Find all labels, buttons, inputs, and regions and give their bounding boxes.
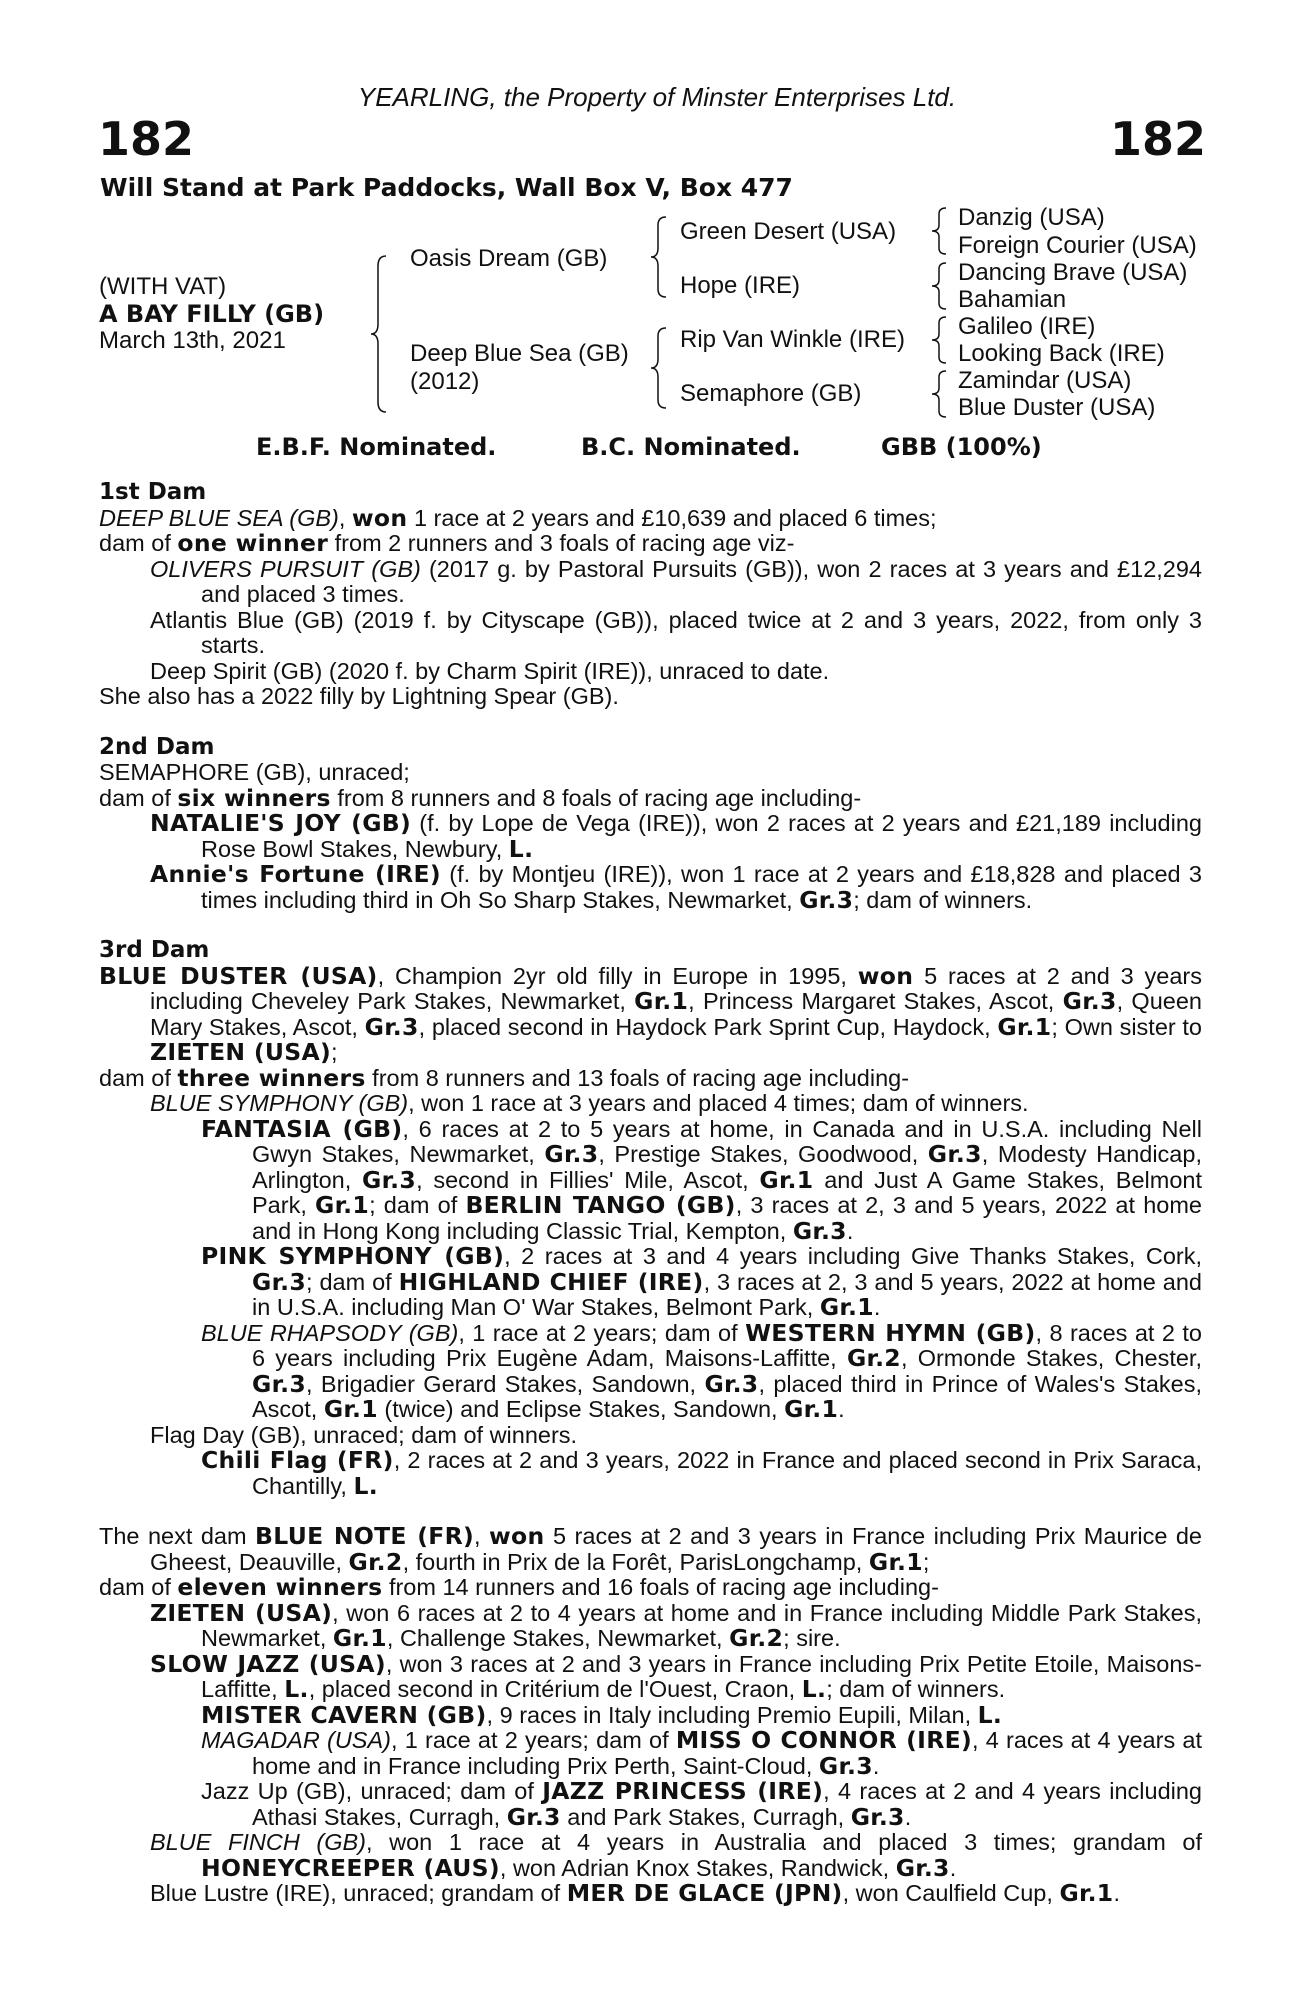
race-grade: Gr.1: [819, 1293, 874, 1321]
produce-entry: Flag Day (GB), unraced; dam of winners.: [150, 1421, 578, 1448]
text-run: , placed second in Critérium de l'Ouest, Craon,: [308, 1676, 802, 1702]
race-grade: Gr.1: [997, 1012, 1052, 1041]
produce-entry: [99, 557, 1202, 608]
race-grade: Gr.1: [332, 1624, 387, 1652]
won-label: won: [489, 1522, 545, 1550]
race-grade: Gr.2: [729, 1624, 784, 1652]
text-run: , 4 races at 4 years at home and in France including Prix Perth, Saint-Cloud,: [252, 1727, 1202, 1779]
winner-count: eleven winners: [177, 1573, 383, 1601]
horse-name: Chili Flag (FR): [201, 1446, 394, 1474]
page-subtitle: YEARLING, the Property of Minster Enterprises Ltd.: [357, 82, 957, 112]
pedigree-g2: Foreign Courier (USA): [958, 232, 1197, 259]
race-grade: Gr.2: [348, 1547, 403, 1576]
pedigree-g1: Danzig (USA): [958, 204, 1105, 231]
text-run: ; dam of: [306, 1268, 399, 1295]
race-grade: Gr.3: [818, 1751, 873, 1780]
horse-name: WESTERN HYMN (GB): [745, 1318, 1036, 1347]
horse-name: BLUE SYMPHONY (GB): [150, 1090, 409, 1116]
pedigree-g5: Galileo (IRE): [958, 313, 1096, 340]
dam-name: DEEP BLUE SEA (GB): [99, 504, 339, 531]
produce-entry: [99, 1728, 1202, 1779]
winner-count: six winners: [177, 783, 331, 812]
text-run: , 1 race at 2 years; dam of: [391, 1727, 676, 1753]
horse-name: MISS O CONNOR (IRE): [675, 1726, 973, 1754]
produce-note: She also has a 2022 filly by Lightning Spear (GB).: [99, 683, 619, 709]
produce-entry: [99, 1649, 1202, 1703]
race-grade: L.: [801, 1675, 827, 1703]
second-dam-record: SEMAPHORE (GB), unraced;: [99, 759, 410, 785]
text-run: Jazz Up (GB), unraced; dam of: [201, 1778, 543, 1804]
horse-name: HIGHLAND CHIEF (IRE): [398, 1267, 704, 1296]
text-run: ; sire.: [783, 1625, 841, 1651]
race-grade: Gr.3: [252, 1369, 307, 1398]
text-run: , 3 races at 2, 3 and 5 years, 2022 at home and in Hong Kong including Classic Trial, Kempton,: [252, 1192, 1202, 1244]
horse-name: OLIVERS PURSUIT (GB): [150, 555, 421, 582]
text-run: dam of: [99, 1574, 178, 1600]
produce-entry: [99, 1700, 1202, 1729]
foaling-date: March 13th, 2021: [99, 327, 286, 354]
race-grade: Gr.3: [799, 885, 854, 914]
race-grade: Gr.3: [364, 1012, 419, 1041]
pedigree-sire-dam: Hope (IRE): [680, 272, 801, 299]
next-dam-record: [99, 1524, 1202, 1575]
text-run: , Brigadier Gerard Stakes, Sandown,: [306, 1370, 705, 1397]
pedigree-g7: Zamindar (USA): [958, 367, 1132, 394]
text-run: from 8 runners and 13 foals of racing age including-: [365, 1064, 910, 1091]
produce-entry: [99, 1448, 1202, 1499]
text-run: , placed third in Prince of Wales's Stakes, Ascot,: [252, 1370, 1202, 1422]
text-run: , 3 races at 2, 3 and 5 years, 2022 at home and in U.S.A. including Man O' War Stakes, Belmont Park,: [252, 1268, 1202, 1320]
first-dam-record: [99, 503, 1202, 532]
catalogue-body: [99, 480, 1202, 1907]
section-gap: [99, 710, 1202, 735]
text-run: , placed second in Haydock Park Sprint Cup, Haydock,: [418, 1013, 998, 1040]
horse-name: MISTER CAVERN (GB): [201, 1700, 487, 1729]
text-run: 1 race at 2 years and £10,639 and placed 6 times;: [407, 504, 937, 531]
text-run: (twice) and Eclipse Stakes, Sandown,: [377, 1396, 785, 1422]
pedigree-brace-dam: [648, 326, 670, 410]
text-run: , Princess Margaret Stakes, Ascot,: [688, 988, 1063, 1014]
produce-entry: [99, 1779, 1202, 1830]
text-run: dam of: [99, 1064, 178, 1091]
text-run: .: [949, 1854, 957, 1881]
text-run: and Just A Game Stakes, Belmont Park,: [252, 1166, 1202, 1218]
next-dam-produce-summary: [99, 1575, 1202, 1601]
text-run: (f. by Lope de Vega (IRE)), won 2 races at 2 years and £21,189 including Rose Bowl Stakes, Newbury,: [201, 810, 1202, 862]
lot-number-left: 182: [98, 112, 195, 166]
horse-name: PINK SYMPHONY (GB): [201, 1242, 505, 1270]
won-label: won: [351, 503, 408, 532]
race-grade: Gr.3: [895, 1853, 950, 1882]
text-run: .: [873, 1294, 881, 1320]
race-grade: Gr.1: [315, 1191, 370, 1219]
race-grade: Gr.1: [1059, 1879, 1114, 1907]
lot-title: A BAY FILLY (GB): [99, 300, 325, 328]
produce-entry: Deep Spirit (GB) (2020 f. by Charm Spirit (IRE)), unraced to date.: [150, 657, 830, 684]
pedigree-brace-g3: [928, 315, 950, 367]
text-run: , Queen Mary Stakes, Ascot,: [150, 988, 1202, 1040]
horse-name: ZIETEN (USA): [150, 1598, 333, 1627]
race-grade: Gr.1: [784, 1395, 839, 1423]
winner-count: three winners: [177, 1063, 366, 1092]
gbb-nomination: GBB (100%): [881, 433, 1042, 461]
text-run: ;: [331, 1039, 338, 1065]
text-run: from 2 runners and 3 foals of racing age viz-: [328, 530, 795, 556]
horse-name: BLUE FINCH (GB): [150, 1829, 366, 1855]
pedigree-brace-g4: [928, 369, 950, 421]
produce-entry: [99, 1881, 1202, 1907]
horse-name: BLUE RHAPSODY (GB): [201, 1319, 459, 1346]
pedigree-dam-dam: Semaphore (GB): [680, 380, 862, 407]
produce-entry: [99, 1598, 1203, 1652]
text-run: 5 races at 2 and 3 years in France including Prix Maurice de Gheest, Deauville,: [150, 1523, 1202, 1575]
text-run: .: [872, 1752, 880, 1779]
text-run: , 1 race at 2 years; dam of: [458, 1319, 746, 1346]
horse-name: MER DE GLACE (JPN): [566, 1879, 843, 1907]
text-run: , Ormonde Stakes, Chester,: [900, 1345, 1202, 1371]
race-grade: Gr.1: [868, 1547, 923, 1576]
text-run: , Modesty Handicap, Arlington,: [252, 1141, 1202, 1193]
horse-name: SLOW JAZZ (USA): [150, 1649, 386, 1678]
produce-entry: [99, 1244, 1202, 1321]
race-grade: Gr.3: [927, 1140, 982, 1168]
text-run: , 9 races in Italy including Premio Eupili, Milan,: [486, 1701, 978, 1728]
text-run: Blue Lustre (IRE), unraced; grandam of: [150, 1880, 567, 1906]
ebf-nomination: E.B.F. Nominated.: [256, 433, 497, 461]
text-run: The next dam: [99, 1523, 256, 1549]
text-run: (2017 g. by Pastoral Pursuits (GB)), won 2 races at 3 years and £12,294 and placed 3 times.: [201, 555, 1202, 607]
horse-name: HONEYCREEPER (AUS): [201, 1853, 500, 1882]
pedigree-dam: Deep Blue Sea (GB): [410, 340, 629, 367]
race-grade: Gr.3: [850, 1802, 905, 1831]
race-grade: Gr.3: [544, 1140, 599, 1168]
horse-name: Annie's Fortune (IRE): [150, 860, 441, 888]
pedigree-dam-sire: Rip Van Winkle (IRE): [680, 326, 905, 353]
text-run: ; dam of winners.: [826, 1676, 1006, 1702]
pedigree-g8: Blue Duster (USA): [958, 394, 1156, 421]
text-run: .: [1113, 1880, 1120, 1906]
pedigree-dam-year: (2012): [410, 368, 480, 395]
produce-entry: [99, 1830, 1202, 1881]
bc-nomination: B.C. Nominated.: [581, 433, 801, 461]
race-grade: Gr.1: [759, 1165, 814, 1194]
text-run: .: [838, 1396, 845, 1422]
third-dam-record: [99, 961, 1202, 1066]
text-run: from 8 runners and 8 foals of racing age including-: [330, 784, 862, 811]
text-run: , 8 races at 2 to 6 years including Prix Eugène Adam, Maisons-Laffitte,: [252, 1319, 1202, 1371]
pedigree-brace-main: [368, 254, 390, 414]
text-run: .: [846, 1217, 854, 1244]
produce-entry: [99, 862, 1202, 913]
third-dam-produce-summary: [99, 1063, 1202, 1092]
horse-name: ZIETEN (USA): [150, 1038, 332, 1066]
text-run: , 2 races at 2 and 3 years, 2022 in France and placed second in Prix Saraca, Chantilly,: [252, 1447, 1203, 1499]
race-grade: Gr.3: [704, 1369, 759, 1398]
race-grade: Gr.3: [1062, 987, 1117, 1015]
text-run: , Prestige Stakes, Goodwood,: [598, 1141, 928, 1167]
produce-entry: [99, 1318, 1202, 1423]
second-dam-produce-summary: [99, 783, 1202, 812]
second-dam-heading: 2nd Dam: [99, 733, 215, 760]
race-grade: L.: [508, 834, 534, 863]
horse-name: BLUE DUSTER (USA): [99, 961, 378, 990]
text-run: , 2 races at 3 and 4 years including Give Thanks Stakes, Cork,: [504, 1243, 1202, 1269]
section-gap: [99, 1499, 1202, 1524]
text-run: , won Adrian Knox Stakes, Randwick,: [499, 1854, 896, 1881]
produce-entry: [99, 1114, 1202, 1245]
pedigree-sire-sire: Green Desert (USA): [680, 218, 897, 245]
text-run: from 14 runners and 16 foals of racing age including-: [382, 1574, 939, 1600]
winner-count: one winner: [177, 529, 329, 557]
text-run: , won 6 races at 2 to 4 years at home and in France including Middle Park Stakes, Newmarket,: [201, 1599, 1203, 1651]
text-run: , Champion 2yr old filly in Europe in 1995,: [377, 962, 858, 989]
text-run: 5 races at 2 and 3 years including Cheveley Park Stakes, Newmarket,: [150, 962, 1202, 1014]
won-label: won: [857, 961, 914, 990]
produce-entry: Atlantis Blue (GB) (2019 f. by Cityscape (GB)), placed twice at 2 and 3 years, 2022, from only 3 starts.: [150, 606, 1202, 658]
pedigree-brace-g2: [928, 261, 950, 313]
text-run: dam of: [99, 530, 178, 556]
text-run: , 4 races at 2 and 4 years including Athasi Stakes, Curragh,: [252, 1778, 1202, 1830]
produce-entry: [99, 1091, 1202, 1117]
text-run: .: [904, 1803, 912, 1830]
text-run: , won 1 race at 3 years and placed 4 times; dam of winners.: [408, 1090, 1029, 1116]
race-grade: L.: [284, 1675, 309, 1703]
pedigree-brace-g1: [928, 206, 950, 258]
text-run: (f. by Montjeu (IRE)), won 1 race at 2 years and £18,828 and placed 3 times including third in Oh So Sharp Stakes, Newmarket,: [201, 861, 1202, 913]
vat-note: (WITH VAT): [99, 273, 227, 300]
horse-name: NATALIE'S JOY (GB): [150, 809, 412, 837]
text-run: , Challenge Stakes, Newmarket,: [386, 1625, 730, 1651]
text-run: ; dam of winners.: [853, 886, 1033, 913]
horse-name: MAGADAR (USA): [201, 1727, 391, 1753]
race-grade: L.: [977, 1700, 1003, 1729]
horse-name: BLUE NOTE (FR): [255, 1522, 475, 1550]
first-dam-heading: 1st Dam: [99, 479, 207, 505]
race-grade: Gr.3: [792, 1216, 847, 1245]
lot-number-right: 182: [1109, 112, 1206, 166]
horse-name: FANTASIA (GB): [201, 1114, 403, 1143]
pedigree-g6: Looking Back (IRE): [958, 340, 1165, 367]
text-run: dam of: [99, 784, 178, 811]
race-grade: L.: [353, 1471, 378, 1500]
race-grade: Gr.3: [506, 1802, 561, 1831]
text-run: , second in Fillies' Mile, Ascot,: [416, 1166, 760, 1193]
text-run: , won 1 race at 4 years in Australia and placed 3 times; grandam of: [366, 1829, 1202, 1855]
section-gap: [99, 913, 1202, 938]
text-run: ; dam of: [369, 1192, 466, 1218]
text-run: ;: [922, 1548, 930, 1575]
third-dam-heading: 3rd Dam: [99, 937, 210, 963]
text-run: , won 3 races at 2 and 3 years in France including Prix Petite Etoile, Maisons-Laffitte,: [201, 1650, 1202, 1702]
text-run: ; Own sister to: [1051, 1013, 1202, 1040]
text-run: , won Caulfield Cup,: [842, 1880, 1060, 1906]
stand-location: Will Stand at Park Paddocks, Wall Box V, Box 477: [100, 173, 793, 202]
produce-entry: [99, 811, 1202, 862]
text-run: and Park Stakes, Curragh,: [560, 1803, 851, 1830]
pedigree-g3: Dancing Brave (USA): [958, 259, 1188, 286]
race-grade: Gr.1: [634, 987, 689, 1015]
pedigree-g4: Bahamian: [958, 286, 1067, 313]
pedigree-brace-sire: [648, 215, 670, 299]
text-run: ,: [474, 1523, 490, 1549]
race-grade: Gr.3: [252, 1267, 307, 1296]
text-run: , fourth in Prix de la Forêt, ParisLongchamp,: [402, 1548, 869, 1575]
first-dam-produce-summary: [99, 531, 1202, 557]
pedigree-sire: Oasis Dream (GB): [410, 245, 608, 272]
horse-name: BERLIN TANGO (GB): [465, 1191, 736, 1219]
race-grade: Gr.1: [323, 1395, 378, 1423]
text-run: , 6 races at 2 to 5 years at home, in Canada and in U.S.A. including Nell Gwyn Stakes, Newmarket,: [252, 1115, 1202, 1167]
race-grade: Gr.2: [846, 1344, 901, 1372]
race-grade: Gr.3: [362, 1165, 417, 1194]
text-run: ,: [338, 504, 352, 531]
horse-name: JAZZ PRINCESS (IRE): [542, 1777, 824, 1805]
